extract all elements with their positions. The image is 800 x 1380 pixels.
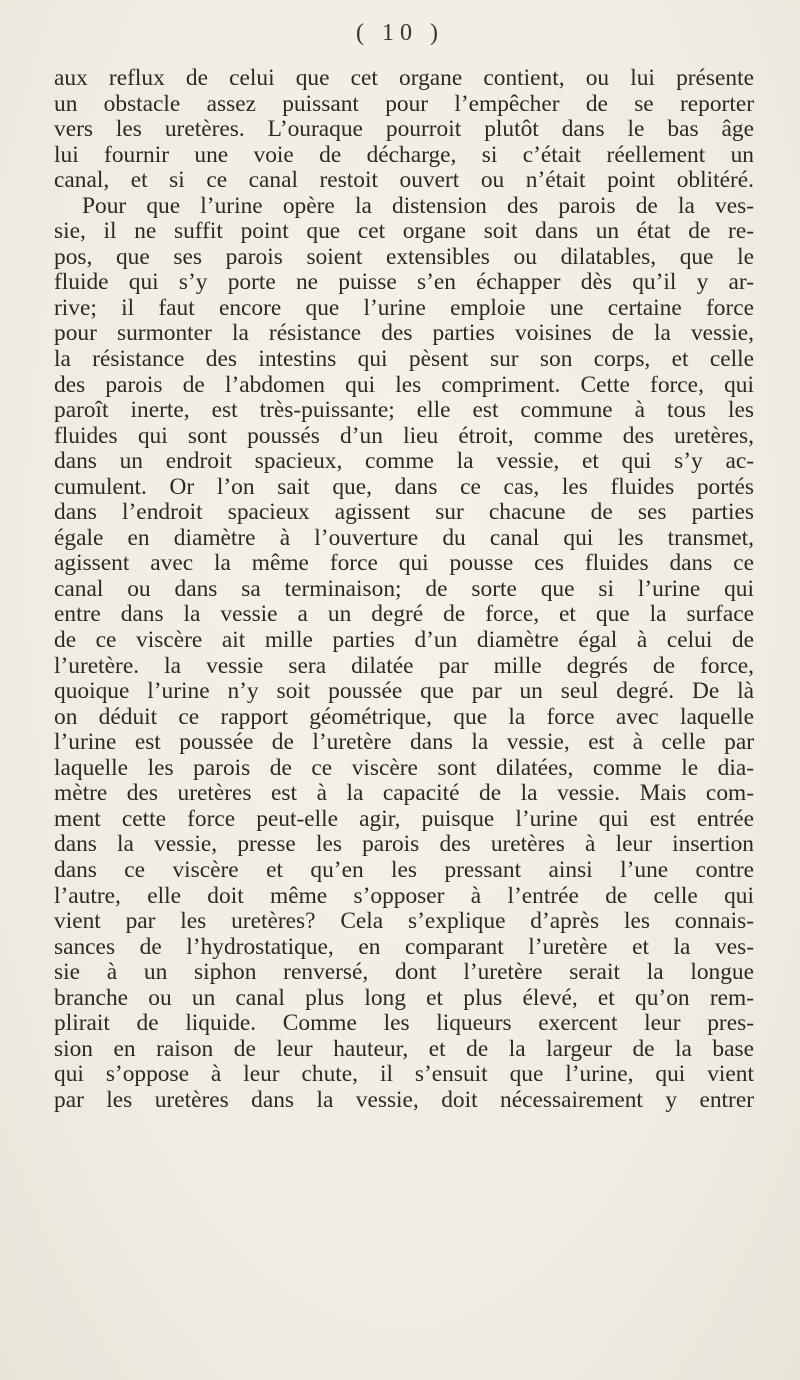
text-line: ment cette force peut-elle agir, puisque l’urine qui est entrée — [54, 805, 754, 832]
text-line: on déduit ce rapport géométrique, que la force avec laquelle — [54, 703, 754, 730]
text-line: lui fournir une voie de décharge, si c’était réellement un — [54, 141, 754, 168]
text-line: rive; il faut encore que l’urine emploie une certaine force — [54, 294, 754, 321]
text-line: pour surmonter la résistance des parties voisines de la vessie, — [54, 320, 754, 347]
text-line: cumulent. Or l’on sait que, dans ce cas, les fluides portés — [54, 473, 754, 500]
text-line: quoique l’urine n’y soit poussée que par un seul degré. De là — [54, 678, 754, 705]
text-line: par les uretères dans la vessie, doit nécessairement y entrer — [54, 1086, 754, 1113]
text-line: entre dans la vessie a un degré de force, et que la surface — [54, 601, 754, 628]
text-line: canal, et si ce canal restoit ouvert ou n’était point oblitéré. — [54, 167, 754, 194]
text-line: pos, que ses parois soient extensibles ou dilatables, que le — [54, 243, 754, 270]
text-line: dans un endroit spacieux, comme la vessie, et qui s’y ac- — [54, 448, 754, 475]
body-text — [54, 66, 754, 1113]
text-line: de ce viscère ait mille parties d’un diamètre égal à celui de — [54, 627, 754, 654]
text-line: dans la vessie, presse les parois des uretères à leur insertion — [54, 831, 754, 858]
text-line: branche ou un canal plus long et plus élevé, et qu’on rem- — [54, 984, 754, 1011]
page-number: ( 10 ) — [356, 20, 444, 46]
text-line: égale en diamètre à l’ouverture du canal qui les transmet, — [54, 524, 754, 551]
text-line: dans ce viscère et qu’en les pressant ainsi l’une contre — [54, 856, 754, 883]
text-line: un obstacle assez puissant pour l’empêcher de se reporter — [54, 90, 754, 117]
text-line: dans l’endroit spacieux agissent sur chacune de ses parties — [54, 499, 754, 526]
text-line: l’urine est poussée de l’uretère dans la vessie, est à celle par — [54, 729, 754, 756]
text-line: fluides qui sont poussés d’un lieu étroit, comme des uretères, — [54, 422, 754, 449]
text-line: l’autre, elle doit même s’opposer à l’entrée de celle qui — [54, 882, 754, 909]
text-line: sances de l’hydrostatique, en comparant l’uretère et la ves- — [54, 933, 754, 960]
text-line: la résistance des intestins qui pèsent sur son corps, et celle — [54, 346, 754, 373]
text-line: laquelle les parois de ce viscère sont dilatées, comme le dia- — [54, 754, 754, 781]
text-line: plirait de liquide. Comme les liqueurs exercent leur pres- — [54, 1010, 754, 1037]
text-line: fluide qui s’y porte ne puisse s’en échapper dès qu’il y ar- — [54, 269, 754, 296]
text-line: vient par les uretères? Cela s’explique d’après les connais- — [54, 908, 754, 935]
text-line: canal ou dans sa terminaison; de sorte que si l’urine qui — [54, 575, 754, 602]
text-line: l’uretère. la vessie sera dilatée par mille degrés de force, — [54, 652, 754, 679]
text-line: qui s’oppose à leur chute, il s’ensuit que l’urine, qui vient — [54, 1061, 754, 1088]
text-line: des parois de l’abdomen qui les compriment. Cette force, qui — [54, 371, 754, 398]
text-line: sion en raison de leur hauteur, et de la largeur de la base — [54, 1035, 754, 1062]
text-line-paragraph-start: Pour que l’urine opère la distension des parois de la ves- — [82, 192, 754, 219]
text-line: vers les uretères. L’ouraque pourroit plutôt dans le bas âge — [54, 116, 754, 143]
text-line: aux reflux de celui que cet organe contient, ou lui présente — [54, 65, 754, 91]
text-line: sie à un siphon renversé, dont l’uretère serait la longue — [54, 959, 754, 986]
text-line: paroît inerte, est très-puissante; elle est commune à tous les — [54, 397, 754, 424]
text-line: agissent avec la même force qui pousse ces fluides dans ce — [54, 550, 754, 577]
text-line: mètre des uretères est à la capacité de la vessie. Mais com- — [54, 780, 754, 807]
text-line: sie, il ne suffit point que cet organe soit dans un état de re- — [54, 218, 754, 245]
